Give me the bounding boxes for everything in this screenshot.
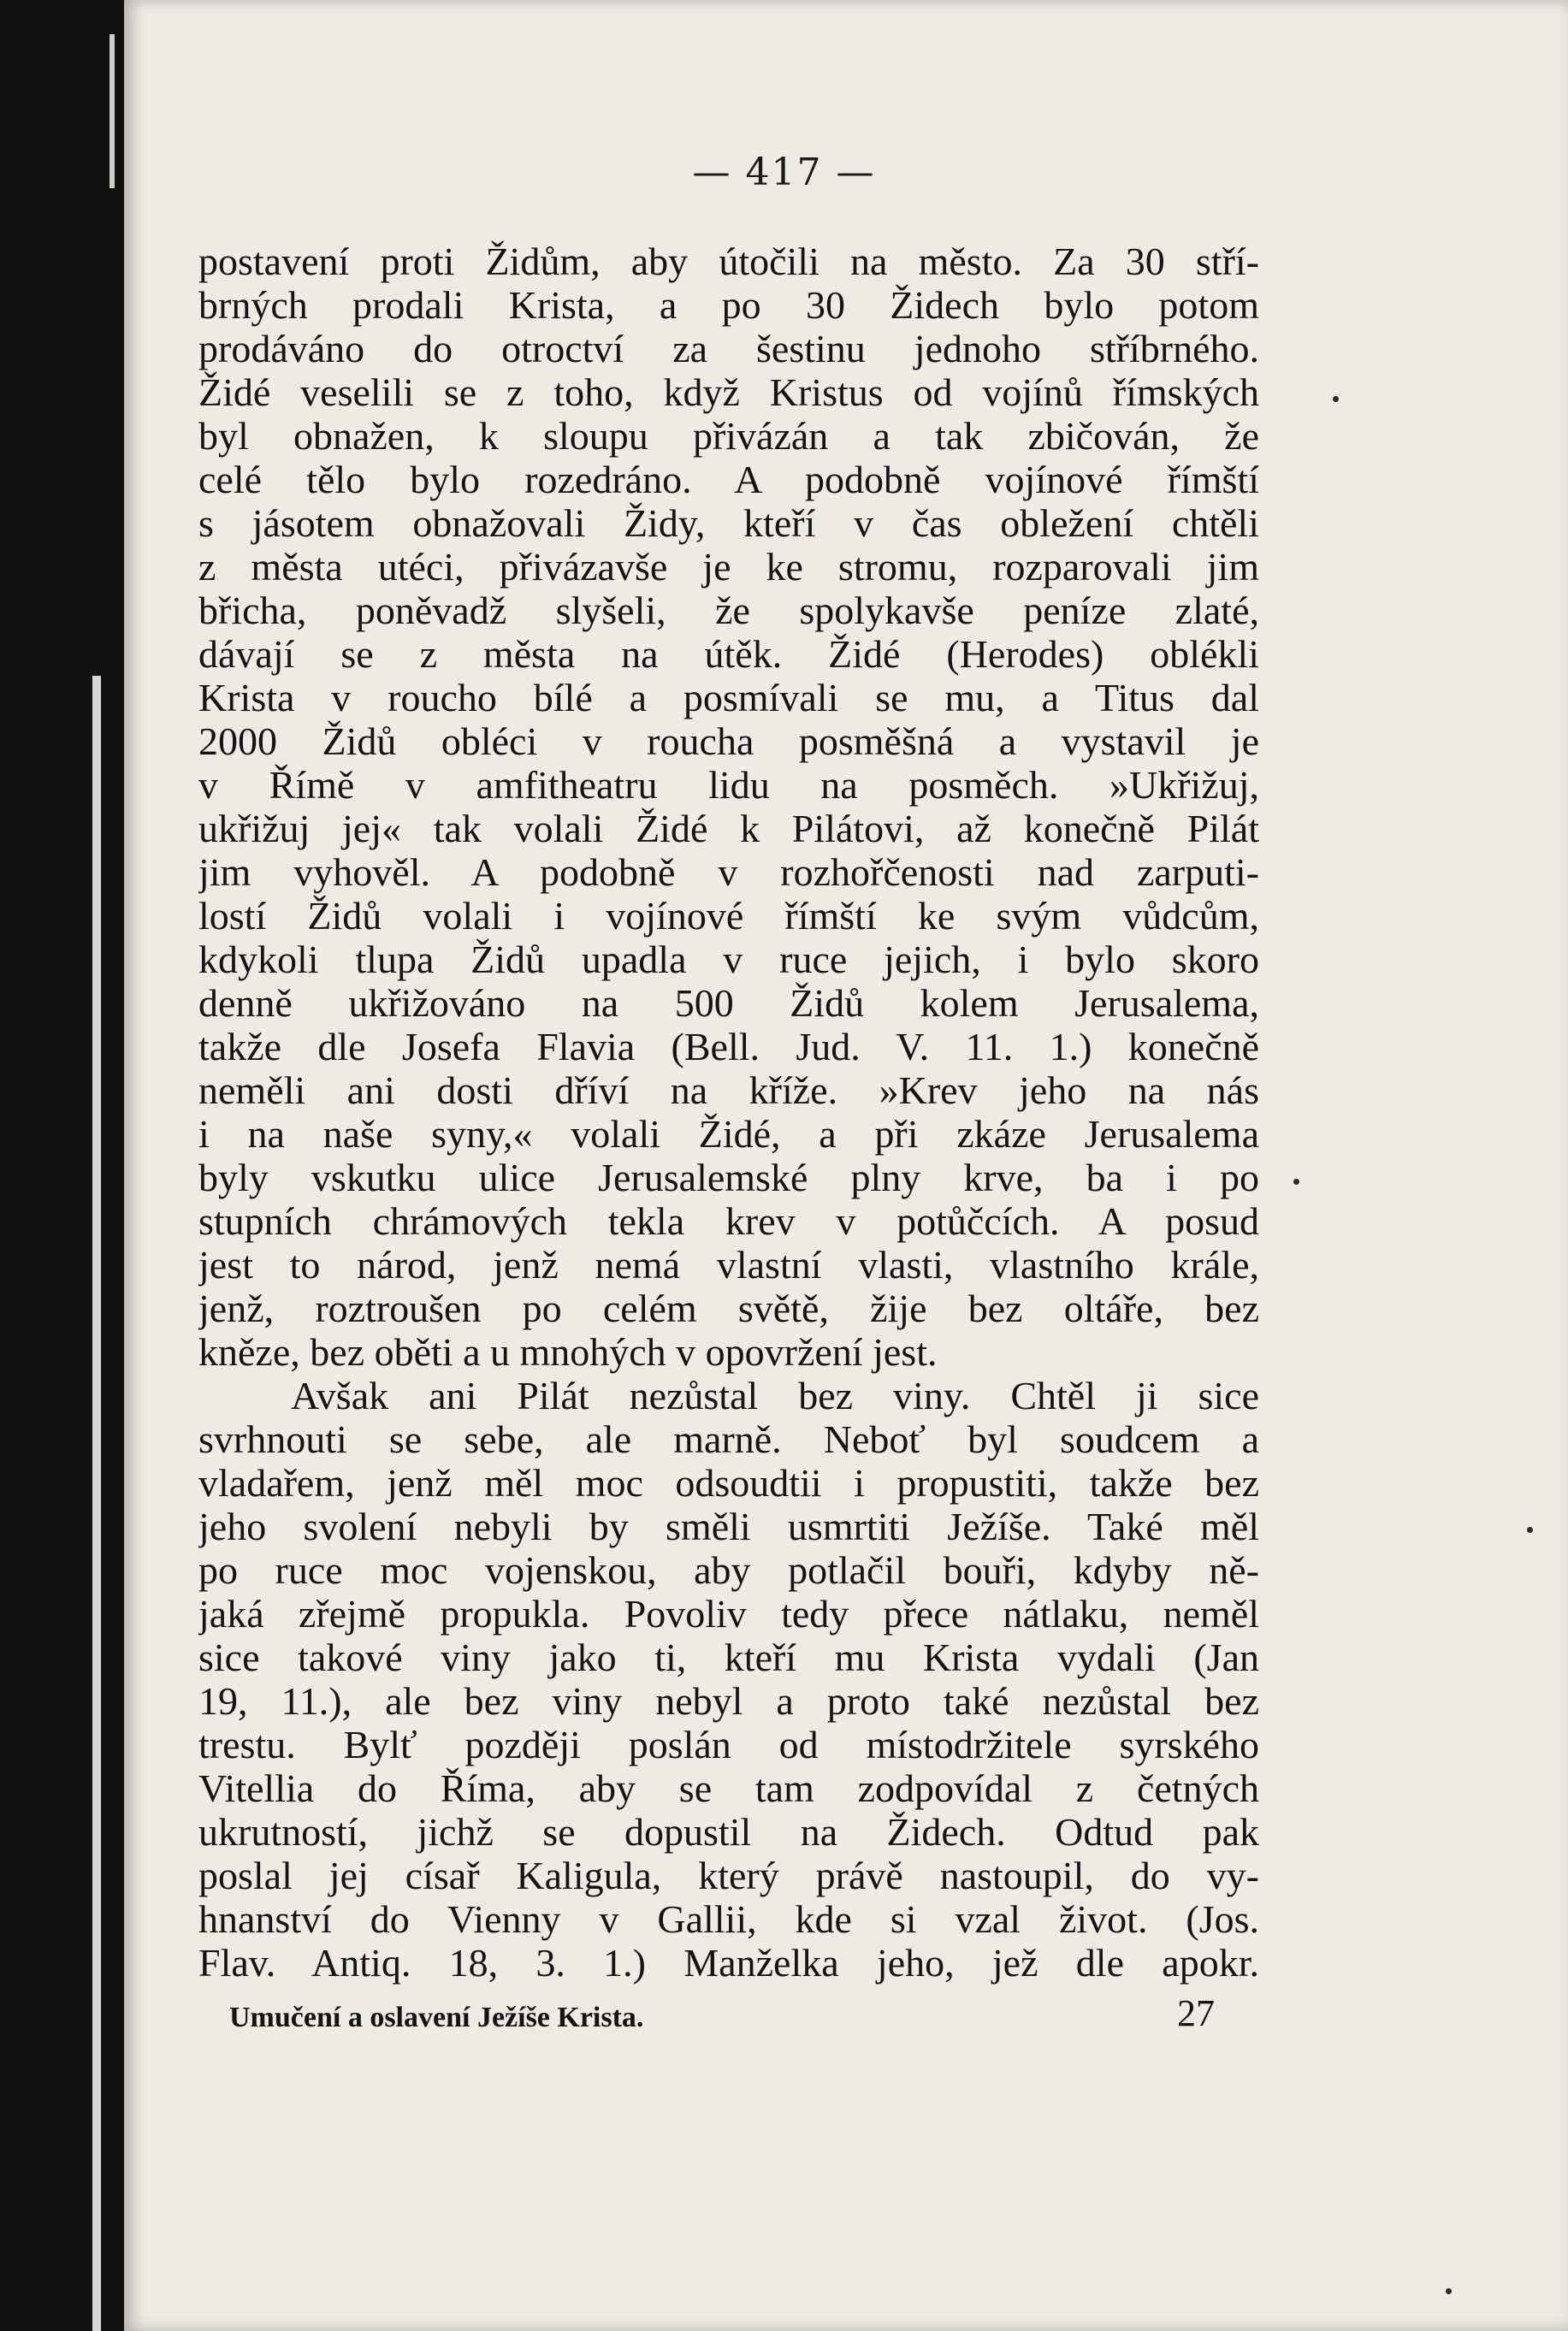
- text-line: ukřižuj jej« tak volali Židé k Pilátovi, až konečně Pilát: [198, 807, 1259, 850]
- text-line: takže dle Josefa Flavia (Bell. Jud. V. 11. 1.) konečně: [198, 1025, 1259, 1068]
- text-line: svrhnouti se sebe, ale marně. Neboť byl soudcem a: [198, 1417, 1259, 1461]
- text-line: kdykoli tlupa Židů upadla v ruce jejich, i bylo skoro: [198, 938, 1259, 981]
- text-line: po ruce moc vojenskou, aby potlačil bouři, kdyby ně-: [198, 1548, 1259, 1592]
- text-line: Židé veselili se z toho, když Kristus od vojínů římských: [198, 370, 1259, 414]
- text-line: lostí Židů volali i vojínové římští ke svým vůdcům,: [198, 894, 1259, 938]
- page-number: — 417 —: [692, 151, 876, 194]
- text-line: v Římě v amfitheatru lidu na posměch. »Ukřižuj,: [198, 763, 1259, 807]
- scan-speck: [1293, 1179, 1299, 1185]
- text-line: brných prodali Krista, a po 30 Židech bylo potom: [198, 283, 1259, 327]
- text-line: kněze, bez oběti a u mnohých v opovržení jest.: [198, 1330, 938, 1374]
- text-line: Vitellia do Říma, aby se tam zodpovídal z četných: [198, 1766, 1259, 1810]
- text-line: jim vyhověl. A podobně v rozhořčenosti nad zarputi-: [198, 850, 1259, 894]
- text-line: vladařem, jenž měl moc odsoudtii i propustiti, takže bez: [198, 1461, 1259, 1505]
- footer-book-title: Umučení a oslavení Ježíše Krista.: [229, 2002, 644, 2033]
- text-line: jest to národ, jenž nemá vlastní vlasti, vlastního krále,: [198, 1243, 1259, 1287]
- text-line: jaká zřejmě propukla. Povoliv tedy přece nátlaku, neměl: [198, 1592, 1259, 1636]
- text-line: denně ukřižováno na 500 Židů kolem Jerusalema,: [198, 981, 1259, 1025]
- text-line: břicha, poněvadž slyšeli, že spolykavše peníze zlaté,: [198, 589, 1259, 632]
- scan-speck: [1527, 1527, 1533, 1533]
- text-line: hnanství do Vienny v Gallii, kde si vzal život. (Jos.: [198, 1897, 1259, 1941]
- body-text: [198, 240, 1259, 1985]
- text-line: postavení proti Židům, aby útočili na město. Za 30 stří-: [198, 240, 1259, 283]
- text-line: sice takové viny jako ti, kteří mu Krista vydali (Jan: [198, 1636, 1259, 1679]
- text-line: jeho svolení nebyli by směli usmrtiti Ježíše. Také měl: [198, 1505, 1259, 1548]
- text-line: i na naše syny,« volali Židé, a při zkáze Jerusalema: [198, 1112, 1259, 1156]
- scan-speck: [1333, 396, 1339, 402]
- text-line: z města utéci, přivázavše je ke stromu, rozparovali jim: [198, 545, 1259, 589]
- text-line: jenž, roztroušen po celém světě, žije bez oltáře, bez: [198, 1287, 1259, 1330]
- text-line: trestu. Bylť později poslán od místodržitele syrského: [198, 1723, 1259, 1766]
- footer-signature-mark: 27: [1177, 1992, 1215, 2034]
- text-line: s jásotem obnažovali Židy, kteří v čas obležení chtěli: [198, 501, 1259, 545]
- paragraph-start-line: Avšak ani Pilát nezůstal bez viny. Chtěl ji sice: [291, 1374, 1259, 1417]
- text-line: byly vskutku ulice Jerusalemské plny krve, ba i po: [198, 1156, 1259, 1199]
- text-line: neměli ani dosti dříví na kříže. »Krev jeho na nás: [198, 1068, 1259, 1112]
- text-line: Flav. Antiq. 18, 3. 1.) Manželka jeho, jež dle apokr.: [198, 1941, 1259, 1985]
- page-fold-edge: [92, 676, 101, 2331]
- text-line: Krista v roucho bílé a posmívali se mu, a Titus dal: [198, 676, 1259, 719]
- text-line: 19, 11.), ale bez viny nebyl a proto také nezůstal bez: [198, 1679, 1259, 1723]
- text-line: dávají se z města na útěk. Židé (Herodes) oblékli: [198, 632, 1259, 676]
- text-line: prodáváno do otroctví za šestinu jednoho stříbrného.: [198, 327, 1259, 370]
- text-line: celé tělo bylo rozedráno. A podobně vojínové římští: [198, 458, 1259, 501]
- text-line: byl obnažen, k sloupu přivázán a tak zbičován, že: [198, 414, 1259, 458]
- text-line: ukrutností, jichž se dopustil na Židech. Odtud pak: [198, 1810, 1259, 1854]
- text-line: stupních chrámových tekla krev v potůčcích. A posud: [198, 1199, 1259, 1243]
- scan-speck: [1446, 2288, 1452, 2294]
- text-line: poslal jej císař Kaligula, který právě nastoupil, do vy-: [198, 1854, 1259, 1897]
- text-line: 2000 Židů obléci v roucha posměšná a vystavil je: [198, 719, 1259, 763]
